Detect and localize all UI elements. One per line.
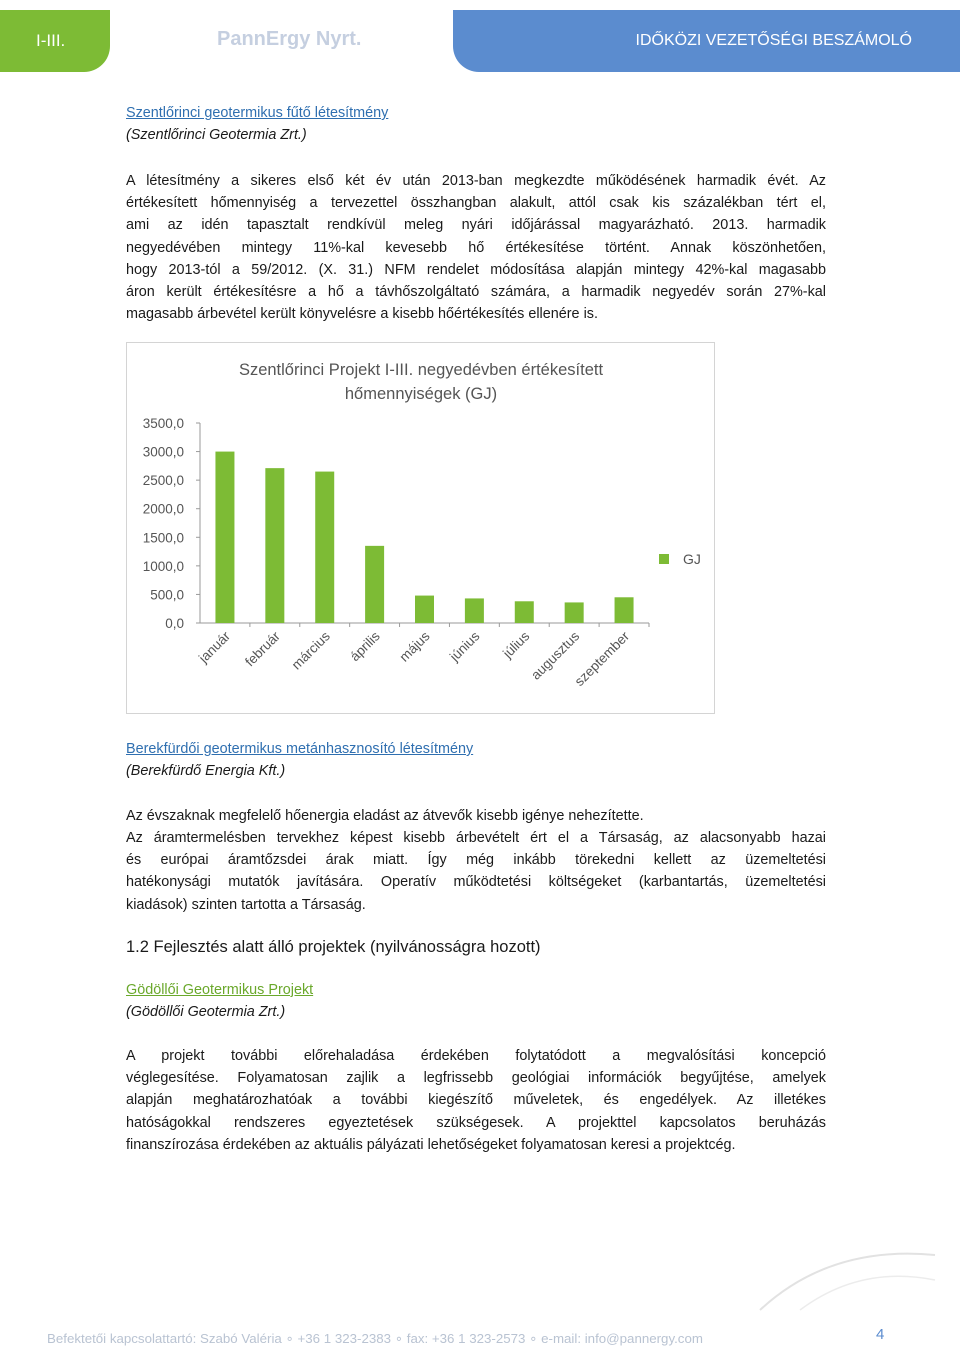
page-header bbox=[0, 0, 960, 80]
text-line: értékesített hőmennyiség a tervezettel összhangban alakult, attól csak kis százalékban tért el, bbox=[126, 195, 826, 212]
section-heading-development: 1.2 Fejlesztés alatt álló projektek (nyilvánosságra hozott) bbox=[126, 938, 541, 956]
y-tick-label: 2500,0 bbox=[142, 473, 184, 489]
text-line: hatóságokkal rendszeres egyeztetések szükségesek. A projekttel kapcsolatos beruházás bbox=[126, 1114, 826, 1131]
y-tick-label: 0,0 bbox=[165, 616, 184, 631]
legend-swatch bbox=[659, 554, 669, 564]
paragraph-berekfurdo-1: Az évszaknak megfelelő hőenergia eladást az átvevők kisebb igénye nehezítette. bbox=[126, 808, 644, 824]
section-subtitle-szentlorinc: (Szentlőrinci Geotermia Zrt.) bbox=[126, 127, 307, 143]
chart-bar-január bbox=[215, 452, 234, 623]
text-line: negyedévében mintegy 11%-kal kevesebb hő értékesítése történt. Annak köszönhetően, bbox=[126, 239, 826, 256]
y-tick-label: 1500,0 bbox=[142, 530, 184, 546]
chart-title-line1: Szentlőrinci Projekt I-III. negyedévben értékesített bbox=[238, 361, 604, 379]
x-tick-label: február bbox=[242, 628, 283, 670]
text-line: A projekt további előrehaladása érdekében folytatódott a megvalósítási koncepció bbox=[126, 1048, 826, 1064]
y-tick-label: 3500,0 bbox=[142, 416, 184, 431]
x-tick-label: január bbox=[195, 628, 234, 666]
x-tick-label: szeptember bbox=[571, 628, 633, 690]
y-tick-label: 1000,0 bbox=[142, 558, 184, 574]
text-line: magasabb árbevétel került könyvelésre a kisebb hőértékesítés ellenére is. bbox=[126, 306, 598, 323]
text-line: alapján meghatározhatóak a további kiegészítő műveletek, és engedélyek. Az illetékes bbox=[126, 1092, 826, 1109]
chart-bar-május bbox=[415, 596, 434, 623]
chart-bar-március bbox=[315, 472, 334, 623]
section-subtitle-berekfurdo: (Berekfürdő Energia Kft.) bbox=[126, 763, 286, 779]
chart-bar-február bbox=[265, 468, 284, 623]
paragraph-berekfurdo-2 bbox=[126, 827, 826, 916]
chart-bar-június bbox=[465, 598, 484, 623]
heat-sales-chart bbox=[126, 342, 715, 714]
x-tick-label: május bbox=[396, 628, 433, 665]
header-section-tab: I-III. bbox=[0, 10, 110, 72]
text-line: ami az idén tapasztalt rendkívül meleg nyári időjárással magyarázható. 2013. harmadik bbox=[126, 217, 826, 234]
paragraph-godollo bbox=[126, 1045, 826, 1156]
chart-bar-augusztus bbox=[565, 602, 584, 623]
chart-title-line2: hőmennyiségek (GJ) bbox=[344, 385, 498, 403]
y-tick-label: 3000,0 bbox=[142, 444, 184, 460]
text-line: A létesítmény a sikeres első két év után 2013-ban megkezdte működésének harmadik évét. Az bbox=[126, 173, 826, 189]
chart-bar-július bbox=[515, 601, 534, 623]
x-tick-label: augusztus bbox=[528, 628, 583, 683]
text-line: hatékonysági mutatók javítására. Operatív működtetési költségeket (karbantartás, üzemeltetési bbox=[126, 874, 826, 891]
section-title-godollo[interactable]: Gödöllői Geotermikus Projekt bbox=[126, 982, 314, 998]
x-tick-label: július bbox=[500, 628, 533, 661]
y-tick-label: 2000,0 bbox=[142, 501, 184, 517]
y-tick-label: 500,0 bbox=[150, 587, 184, 603]
page-number: 4 bbox=[876, 1326, 885, 1343]
footer-swoosh-decoration bbox=[700, 1235, 940, 1315]
footer-contact: Befektetői kapcsolattartó: Szabó Valéria ∘ +36 1 323-2383 ∘ fax: +36 1 323-2573 ∘ e-mail: info@pannergy.com bbox=[47, 1331, 703, 1346]
paragraph-szentlorinc bbox=[126, 170, 826, 325]
text-line: finanszírozása érdekében az aktuális pályázati lehetőségeket folyamatosan keresi a projektcég. bbox=[126, 1136, 736, 1153]
x-tick-label: április bbox=[347, 628, 383, 665]
chart-bar-szeptember bbox=[615, 597, 634, 623]
text-line: hogy 2013-tól a 59/2012. (X. 31.) NFM rendelet módosítása alapján mintegy 42%-kal magasabb bbox=[126, 261, 826, 278]
text-line: véglegesítése. Folyamatosan zajlik a legfrissebb geológiai információk begyűjtése, amelyek bbox=[126, 1070, 826, 1087]
header-report-title: IDŐKÖZI VEZETŐSÉGI BESZÁMOLÓ bbox=[453, 10, 960, 72]
text-line: áron került értékesítésre a hő a távhőszolgáltató számára, a harmadik negyedév során 27%-kal bbox=[126, 284, 826, 301]
chart-bar-április bbox=[365, 546, 384, 623]
x-tick-label: június bbox=[446, 628, 483, 665]
section-subtitle-godollo: (Gödöllői Geotermia Zrt.) bbox=[126, 1004, 286, 1020]
section-title-szentlorinc[interactable]: Szentlőrinci geotermikus fűtő létesítmény bbox=[126, 105, 389, 121]
x-tick-label: március bbox=[288, 628, 333, 673]
section-title-berekfurdo[interactable]: Berekfürdői geotermikus metánhasznosító létesítmény bbox=[126, 741, 474, 757]
chart-canvas bbox=[127, 343, 716, 715]
text-line: és európai áramtőzsdei árak miatt. Így még inkább törekedni kellett az üzemeltetési bbox=[126, 852, 826, 869]
header-company-name: PannErgy Nyrt. bbox=[217, 28, 362, 50]
text-line: kiadások) szinten tartotta a Társaság. bbox=[126, 896, 366, 913]
legend-label: GJ bbox=[683, 551, 701, 567]
text-line: Az áramtermelésben tervekhez képest kisebb árbevételt ért el a Társaság, az alacsonyabb hazai bbox=[126, 830, 826, 846]
